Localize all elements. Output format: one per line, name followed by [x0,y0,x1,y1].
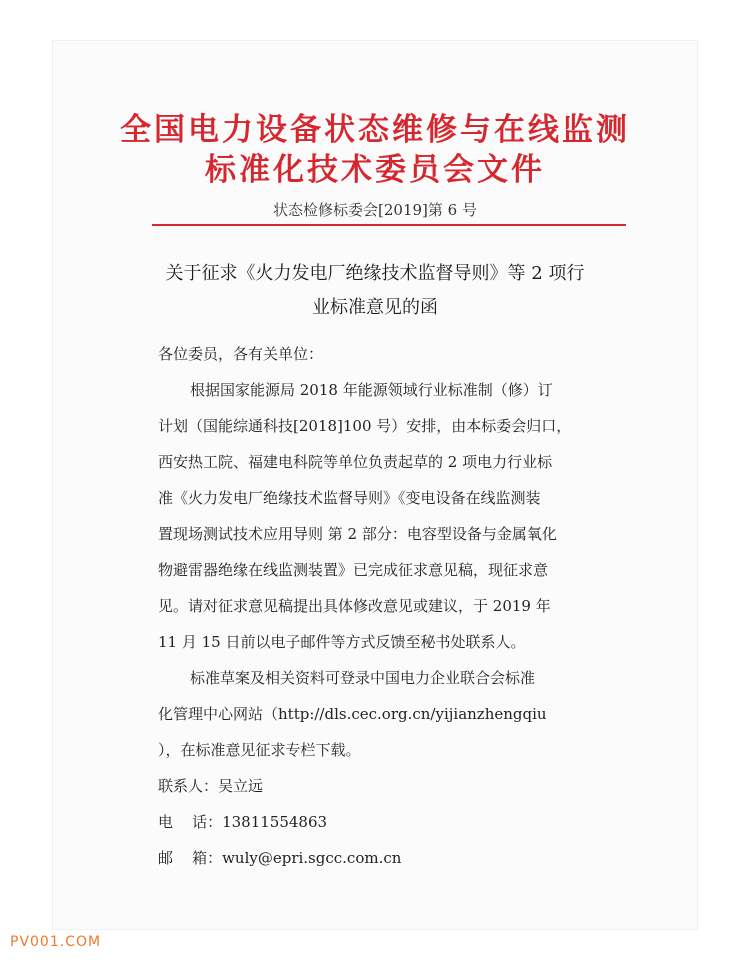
paragraph1-line1: 根据国家能源局 2018 年能源领域行业标准制（修）订 [190,381,553,399]
paragraph1-line7: 见。请对征求意见稿提出具体修改意见或建议，于 2019 年 [158,597,551,615]
paragraph2-line1: 标准草案及相关资料可登录中国电力企业联合会标准 [190,669,536,687]
site-watermark: PV001.COM [10,934,102,950]
issuing-org-line2: 标准化技术委员会文件 [205,152,545,188]
letter-title-line1: 关于征求《火力发电厂绝缘技术监督导则》等 2 项行 [165,263,585,284]
paragraph1-line6: 物避雷器绝缘在线监测装置》已完成征求意见稿，现征求意 [158,561,549,579]
letter-title-line2: 业标准意见的函 [312,297,438,318]
issuing-org-line1: 全国电力设备状态维修与在线监测 [120,112,630,148]
contact-person: 联系人：吴立远 [158,777,264,795]
paragraph1-line3: 西安热工院、福建电科院等单位负责起草的 2 项电力行业标 [158,453,553,471]
contact-email: 邮 箱：wuly@epri.sgcc.com.cn [158,849,402,867]
paragraph1-line5: 置现场测试技术应用导则 第 2 部分：电容型设备与金属氧化 [158,525,557,543]
paragraph2-line3: ），在标准意见征求专栏下载。 [158,741,361,759]
document-number: 状态检修标委会[2019]第 6 号 [273,201,477,219]
paragraph1-line2: 计划（国能综通科技[2018]100 号）安排，由本标委会归口， [158,417,572,435]
red-divider [152,224,626,226]
salutation: 各位委员，各有关单位： [158,345,324,363]
contact-phone: 电 话：13811554863 [158,813,328,831]
paragraph1-line4: 准《火力发电厂绝缘技术监督导则》《变电设备在线监测装 [158,489,541,507]
paragraph2-line2: 化管理中心网站（http://dls.cec.org.cn/yijianzhengqiu [158,705,547,723]
paragraph1-line8: 11 月 15 日前以电子邮件等方式反馈至秘书处联系人。 [158,633,526,651]
